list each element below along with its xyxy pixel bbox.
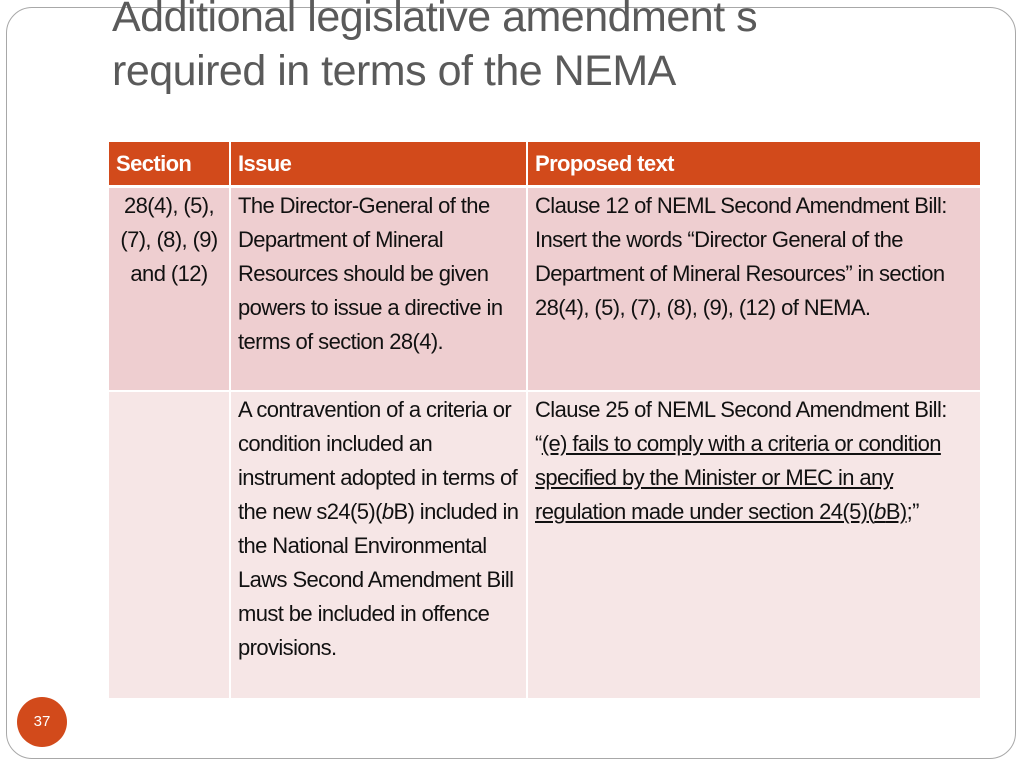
issue-text-part1: A contravention of a criteria or condition included an instrument adopted in terms of the new s24(5)(	[238, 397, 518, 524]
issue-cell	[230, 391, 527, 699]
amendment-italic: b	[874, 499, 886, 524]
amendments-table	[109, 142, 980, 700]
title-line-2: required in terms of the NEMA	[112, 47, 676, 95]
table-row	[109, 187, 980, 392]
table-header-row	[109, 142, 980, 187]
slide-number-badge: 37	[17, 697, 67, 747]
issue-cell: The Director-General of the Department of Mineral Resources should be given powers to issue a directive in terms of section 28(4).	[230, 187, 527, 392]
amendment-part2: B)	[885, 499, 907, 524]
table-row	[109, 391, 980, 699]
slide-title	[112, 0, 992, 98]
section-cell: 28(4), (5), (7), (8), (9) and (12)	[109, 187, 230, 392]
open-quote: “	[535, 431, 542, 456]
proposed-clause-ref: Clause 12 of NEML Second Amendment Bill:	[535, 193, 947, 218]
issue-text-part2: B) included in the National Environmental Laws Second Amendment Bill must be included in offence provisions.	[238, 499, 519, 660]
section-cell	[109, 391, 230, 699]
proposed-amendment-text	[535, 431, 941, 524]
header-proposed-text: Proposed text	[527, 142, 980, 187]
proposed-text-cell	[527, 391, 980, 699]
header-issue: Issue	[230, 142, 527, 187]
close-quote: ;”	[906, 499, 919, 524]
header-section: Section	[109, 142, 230, 187]
proposed-clause-ref: Clause 25 of NEML Second Amendment Bill:	[535, 397, 947, 422]
issue-italic: b	[381, 499, 394, 524]
amendment-part1: (e) fails to comply with a criteria or condition specified by the Minister or MEC in any regulation made under section 24(5)(	[535, 431, 941, 524]
proposed-text-cell	[527, 187, 980, 392]
proposed-instruction: Insert the words “Director General of the Department of Mineral Resources” in section 28(4), (5), (7), (8), (9), (12) of NEMA.	[535, 227, 945, 320]
title-line-1: Additional legislative amendment s	[112, 0, 758, 41]
